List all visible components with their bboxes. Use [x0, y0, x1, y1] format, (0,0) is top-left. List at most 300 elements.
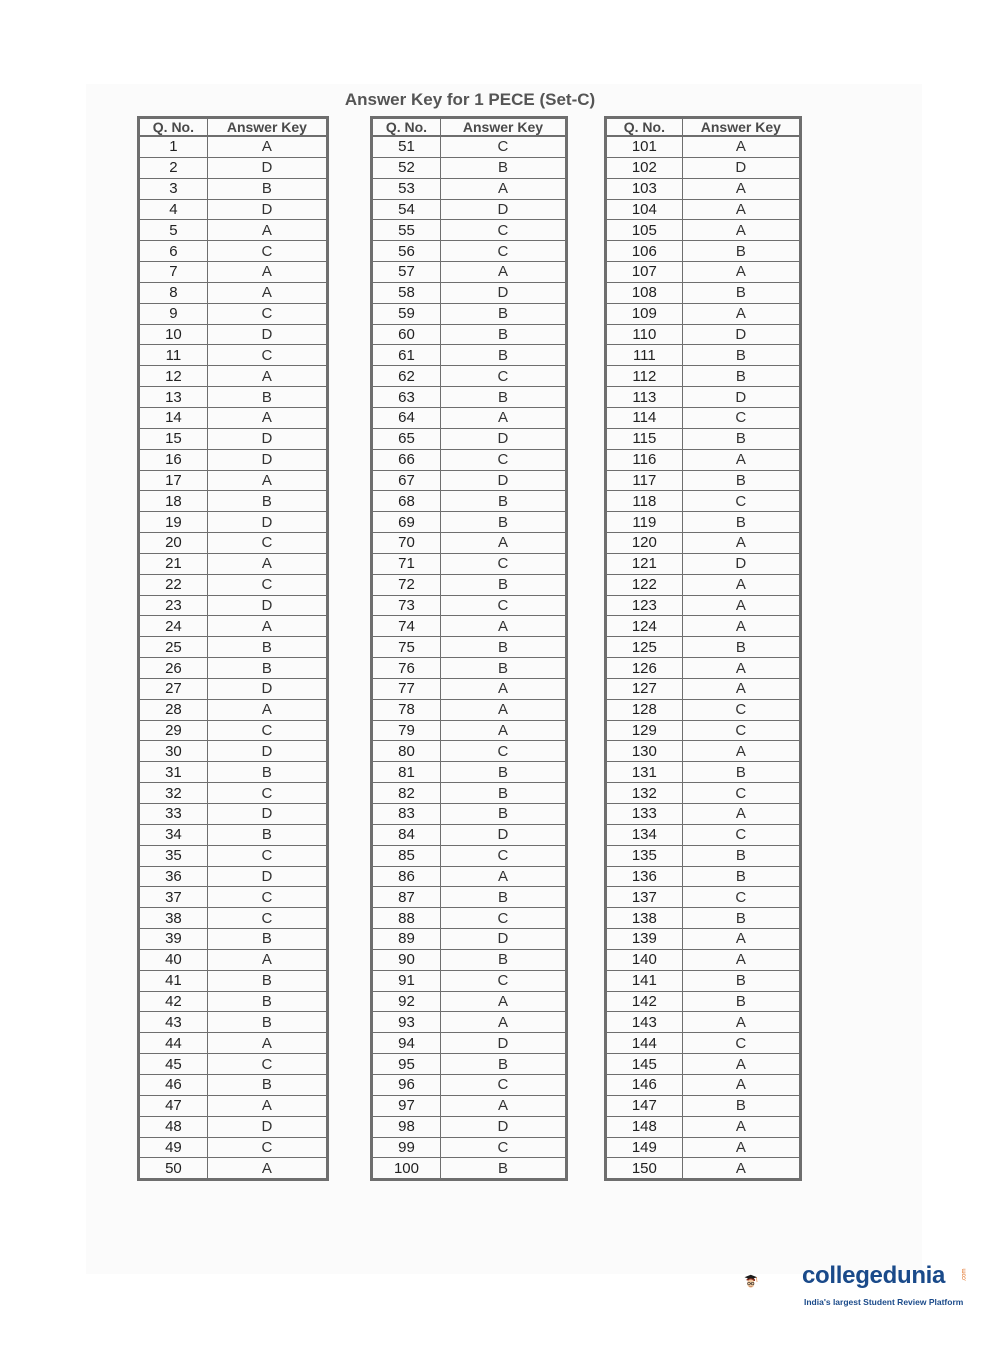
table-row [372, 720, 567, 741]
question-number: 149 [606, 1137, 683, 1158]
answer-cell: C [207, 574, 327, 595]
table-row [606, 678, 801, 699]
question-number: 90 [372, 949, 441, 970]
question-number: 111 [606, 345, 683, 366]
answer-cell: A [207, 616, 327, 637]
table-row [372, 824, 567, 845]
question-number: 114 [606, 407, 683, 428]
answer-cell: A [207, 949, 327, 970]
question-number: 104 [606, 199, 683, 220]
answer-cell: C [207, 845, 327, 866]
answer-cell: D [207, 595, 327, 616]
answer-cell: C [682, 887, 800, 908]
answer-cell: A [207, 1095, 327, 1116]
table-row [139, 136, 328, 157]
answer-cell: A [682, 199, 800, 220]
table-row [372, 533, 567, 554]
answer-cell: A [207, 699, 327, 720]
question-number: 11 [139, 345, 208, 366]
question-number: 37 [139, 887, 208, 908]
question-number: 27 [139, 678, 208, 699]
table-row [139, 345, 328, 366]
table-row [372, 1095, 567, 1116]
question-number: 51 [372, 136, 441, 157]
question-number: 130 [606, 741, 683, 762]
answer-cell: A [682, 929, 800, 950]
table-row [139, 762, 328, 783]
answer-cell: B [682, 428, 800, 449]
question-number: 16 [139, 449, 208, 470]
answer-cell: C [440, 1137, 566, 1158]
answer-cell: B [207, 658, 327, 679]
question-number: 5 [139, 220, 208, 241]
question-number: 69 [372, 512, 441, 533]
question-number: 99 [372, 1137, 441, 1158]
question-number: 29 [139, 720, 208, 741]
question-number: 148 [606, 1116, 683, 1137]
table-row [139, 303, 328, 324]
question-number: 15 [139, 428, 208, 449]
answer-cell: D [207, 804, 327, 825]
question-number: 8 [139, 282, 208, 303]
question-number: 150 [631, 1159, 657, 1177]
table-row [372, 345, 567, 366]
table-row [606, 1033, 801, 1054]
answer-cell: B [682, 845, 800, 866]
question-number: 92 [372, 991, 441, 1012]
table-row [606, 428, 801, 449]
table-row [606, 241, 801, 262]
table-row [372, 908, 567, 929]
table-row [606, 533, 801, 554]
question-number: 83 [372, 804, 441, 825]
table-row [139, 428, 328, 449]
answer-cell: A [440, 678, 566, 699]
question-number: 113 [606, 387, 683, 408]
question-number: 126 [606, 658, 683, 679]
answer-cell: A [682, 574, 800, 595]
answer-cell: A [440, 533, 566, 554]
question-number: 52 [372, 157, 441, 178]
question-number: 14 [139, 407, 208, 428]
answer-cell: B [440, 387, 566, 408]
question-number: 58 [372, 282, 441, 303]
question-number: 96 [372, 1074, 441, 1095]
table-row [372, 970, 567, 991]
question-number: 61 [372, 345, 441, 366]
answer-cell: A [207, 1158, 327, 1180]
table-row [606, 1074, 801, 1095]
answer-cell: B [440, 512, 566, 533]
question-number: 86 [372, 866, 441, 887]
table-row [139, 324, 328, 345]
table-row [372, 282, 567, 303]
answer-cell: C [440, 449, 566, 470]
answer-cell: A [440, 178, 566, 199]
table-row [139, 866, 328, 887]
table-row [372, 699, 567, 720]
answer-cell: D [207, 741, 327, 762]
question-number: 84 [372, 824, 441, 845]
question-number: 10 [139, 324, 208, 345]
table-row [606, 407, 801, 428]
answer-cell: A [682, 533, 800, 554]
table-row [606, 512, 801, 533]
table-row [606, 637, 801, 658]
question-number: 143 [606, 1012, 683, 1033]
question-number: 142 [606, 991, 683, 1012]
qno-header: Q. No. [606, 118, 683, 137]
table-row [372, 1158, 567, 1180]
table-row [606, 595, 801, 616]
answer-cell: C [682, 491, 800, 512]
answer-cell: D [207, 1116, 327, 1137]
answer-cell: A [682, 678, 800, 699]
table-row [606, 866, 801, 887]
question-number: 147 [606, 1095, 683, 1116]
table-row [372, 866, 567, 887]
question-number: 93 [372, 1012, 441, 1033]
table-row [606, 553, 801, 574]
table-row [606, 1012, 801, 1033]
answer-cell: A [682, 220, 800, 241]
question-number: 103 [606, 178, 683, 199]
table-row [139, 658, 328, 679]
table-row [139, 512, 328, 533]
answer-cell: A [207, 1033, 327, 1054]
answer-cell: B [207, 637, 327, 658]
question-number: 129 [606, 720, 683, 741]
question-number: 2 [139, 157, 208, 178]
answer-cell: B [207, 1012, 327, 1033]
question-number: 76 [372, 658, 441, 679]
question-number: 138 [606, 908, 683, 929]
table-row [139, 699, 328, 720]
question-number: 131 [606, 762, 683, 783]
qno-header: Q. No. [372, 118, 441, 137]
answer-cell: B [440, 783, 566, 804]
table-row [606, 658, 801, 679]
table-row [606, 470, 801, 491]
answer-cell: B [440, 887, 566, 908]
table-row [372, 678, 567, 699]
question-number: 135 [606, 845, 683, 866]
question-number: 26 [139, 658, 208, 679]
question-number: 121 [606, 553, 683, 574]
answer-cell: B [682, 282, 800, 303]
question-number: 24 [139, 616, 208, 637]
question-number: 67 [372, 470, 441, 491]
question-number: 118 [606, 491, 683, 512]
question-number: 122 [606, 574, 683, 595]
table-row [139, 637, 328, 658]
answer-cell: B [440, 637, 566, 658]
question-number: 78 [372, 699, 441, 720]
table-row [372, 178, 567, 199]
answer-cell: A [682, 449, 800, 470]
question-number: 109 [606, 303, 683, 324]
question-number: 110 [606, 324, 683, 345]
question-number: 117 [606, 470, 683, 491]
table-row [606, 991, 801, 1012]
answer-cell: C [682, 720, 800, 741]
table-row [372, 553, 567, 574]
answer-cell: B [207, 387, 327, 408]
answer-cell: C [207, 1054, 327, 1075]
answer-cell: B [207, 970, 327, 991]
answer-cell: C [440, 908, 566, 929]
answer-cell: A [682, 136, 800, 157]
answer-cell: D [440, 929, 566, 950]
table-row [372, 1137, 567, 1158]
question-number: 88 [372, 908, 441, 929]
table-row [606, 720, 801, 741]
question-number: 102 [606, 157, 683, 178]
answer-header: Answer Key [682, 118, 800, 137]
table-row [139, 804, 328, 825]
answer-cell: C [207, 783, 327, 804]
answer-cell: B [440, 804, 566, 825]
table-row [606, 262, 801, 283]
answer-cell: C [440, 241, 566, 262]
table-row [139, 449, 328, 470]
table-row [139, 407, 328, 428]
question-number: 106 [606, 241, 683, 262]
answer-cell: A [207, 262, 327, 283]
question-number: 12 [139, 366, 208, 387]
answer-cell: A [440, 407, 566, 428]
table-row [372, 929, 567, 950]
question-number: 71 [372, 553, 441, 574]
answer-cell: A [207, 366, 327, 387]
question-number: 74 [372, 616, 441, 637]
question-number: 48 [139, 1116, 208, 1137]
answer-cell: A [682, 1012, 800, 1033]
answer-cell: C [207, 345, 327, 366]
question-number: 34 [139, 824, 208, 845]
answer-cell: D [440, 282, 566, 303]
table-row [139, 678, 328, 699]
question-number: 136 [606, 866, 683, 887]
question-number: 17 [139, 470, 208, 491]
question-number: 115 [606, 428, 683, 449]
answer-cell: B [682, 970, 800, 991]
question-number: 97 [372, 1095, 441, 1116]
table-row [139, 1137, 328, 1158]
question-number: 100 [393, 1159, 419, 1177]
answer-cell: A [440, 866, 566, 887]
answer-cell: D [207, 866, 327, 887]
question-number: 133 [606, 804, 683, 825]
answer-cell: B [440, 345, 566, 366]
table-row [372, 262, 567, 283]
answer-cell: B [440, 762, 566, 783]
answer-cell: A [682, 741, 800, 762]
question-number: 95 [372, 1054, 441, 1075]
question-number: 107 [606, 262, 683, 283]
table-row [372, 783, 567, 804]
question-number: 112 [606, 366, 683, 387]
question-number: 63 [372, 387, 441, 408]
table-row [139, 574, 328, 595]
question-number: 72 [372, 574, 441, 595]
question-number: 7 [139, 262, 208, 283]
answer-cell: C [440, 553, 566, 574]
question-number: 137 [606, 887, 683, 908]
table-row [606, 449, 801, 470]
answer-cell: A [207, 282, 327, 303]
table-row [372, 1054, 567, 1075]
table-row [372, 449, 567, 470]
answer-cell: B [682, 991, 800, 1012]
answer-cell: B [207, 1074, 327, 1095]
table-row [606, 1158, 801, 1180]
table-row [606, 157, 801, 178]
answer-cell: B [207, 762, 327, 783]
answer-cell: A [682, 595, 800, 616]
table-row [606, 324, 801, 345]
table-row [139, 1116, 328, 1137]
question-number: 105 [606, 220, 683, 241]
answer-cell: B [440, 658, 566, 679]
question-number: 144 [606, 1033, 683, 1054]
question-number: 89 [372, 929, 441, 950]
question-number: 21 [139, 553, 208, 574]
table-row [139, 720, 328, 741]
question-number: 123 [606, 595, 683, 616]
question-number: 57 [372, 262, 441, 283]
question-number: 23 [139, 595, 208, 616]
question-number: 33 [139, 804, 208, 825]
answer-cell: B [440, 157, 566, 178]
question-number: 134 [606, 824, 683, 845]
answer-cell: C [440, 1074, 566, 1095]
page-title: Answer Key for 1 PECE (Set-C) [344, 90, 596, 109]
table-row [139, 220, 328, 241]
question-number: 65 [372, 428, 441, 449]
question-number: 54 [372, 199, 441, 220]
table-row [372, 1074, 567, 1095]
answer-cell: C [682, 1033, 800, 1054]
answer-cell: A [207, 136, 327, 157]
question-number: 43 [139, 1012, 208, 1033]
table-row [139, 1054, 328, 1075]
question-number: 82 [372, 783, 441, 804]
question-number: 108 [606, 282, 683, 303]
question-number: 9 [139, 303, 208, 324]
question-number: 42 [139, 991, 208, 1012]
question-number: 91 [372, 970, 441, 991]
answer-cell: C [440, 220, 566, 241]
table-row [372, 512, 567, 533]
answer-cell: D [440, 1033, 566, 1054]
table-row [372, 1033, 567, 1054]
answer-cell: B [440, 1054, 566, 1075]
table-row [139, 1158, 328, 1180]
question-number: 64 [372, 407, 441, 428]
question-number: 40 [139, 949, 208, 970]
answer-cell: B [440, 324, 566, 345]
answer-cell: B [440, 303, 566, 324]
table-row [139, 991, 328, 1012]
question-number: 141 [606, 970, 683, 991]
table-row [372, 595, 567, 616]
table-row [372, 804, 567, 825]
question-number: 32 [139, 783, 208, 804]
question-number: 73 [372, 595, 441, 616]
answer-cell: D [682, 157, 800, 178]
answer-cell: C [207, 1137, 327, 1158]
answer-cell: D [207, 428, 327, 449]
answer-cell: A [682, 616, 800, 637]
question-number: 145 [606, 1054, 683, 1075]
student-mascot-icon [744, 1252, 804, 1312]
table-row [372, 741, 567, 762]
table-row [372, 658, 567, 679]
table-row [606, 804, 801, 825]
question-number: 80 [372, 741, 441, 762]
answer-cell: B [682, 470, 800, 491]
answer-cell: D [440, 428, 566, 449]
answer-cell: A [682, 658, 800, 679]
answer-cell: B [682, 866, 800, 887]
table-row [139, 366, 328, 387]
question-number: 128 [606, 699, 683, 720]
question-number: 81 [372, 762, 441, 783]
answer-cell: A [682, 804, 800, 825]
question-number: 59 [372, 303, 441, 324]
question-number: 125 [606, 637, 683, 658]
table-row [139, 616, 328, 637]
answer-cell: B [207, 491, 327, 512]
answer-cell: B [207, 824, 327, 845]
answer-cell: C [682, 783, 800, 804]
answer-cell: C [440, 741, 566, 762]
table-row [606, 178, 801, 199]
table-row [139, 1074, 328, 1095]
table-row [372, 366, 567, 387]
question-number: 124 [606, 616, 683, 637]
question-number: 139 [606, 929, 683, 950]
table-row [372, 574, 567, 595]
question-number: 18 [139, 491, 208, 512]
table-row [606, 366, 801, 387]
table-row [139, 908, 328, 929]
question-number: 66 [372, 449, 441, 470]
answer-cell: B [440, 491, 566, 512]
table-row [139, 783, 328, 804]
answer-cell: C [207, 303, 327, 324]
table-row [606, 616, 801, 637]
table-row [372, 949, 567, 970]
table-row [139, 282, 328, 303]
answer-table-1 [137, 116, 329, 1181]
answer-cell: B [682, 241, 800, 262]
table-row [139, 157, 328, 178]
question-number: 45 [139, 1054, 208, 1075]
table-row [606, 491, 801, 512]
question-number: 60 [372, 324, 441, 345]
table-row [372, 387, 567, 408]
answer-cell: B [682, 1095, 800, 1116]
answer-cell: A [682, 949, 800, 970]
table-row [372, 470, 567, 491]
question-number: 146 [606, 1074, 683, 1095]
answer-cell: A [440, 1095, 566, 1116]
answer-cell: D [682, 387, 800, 408]
answer-cell: B [682, 512, 800, 533]
table-row [372, 991, 567, 1012]
